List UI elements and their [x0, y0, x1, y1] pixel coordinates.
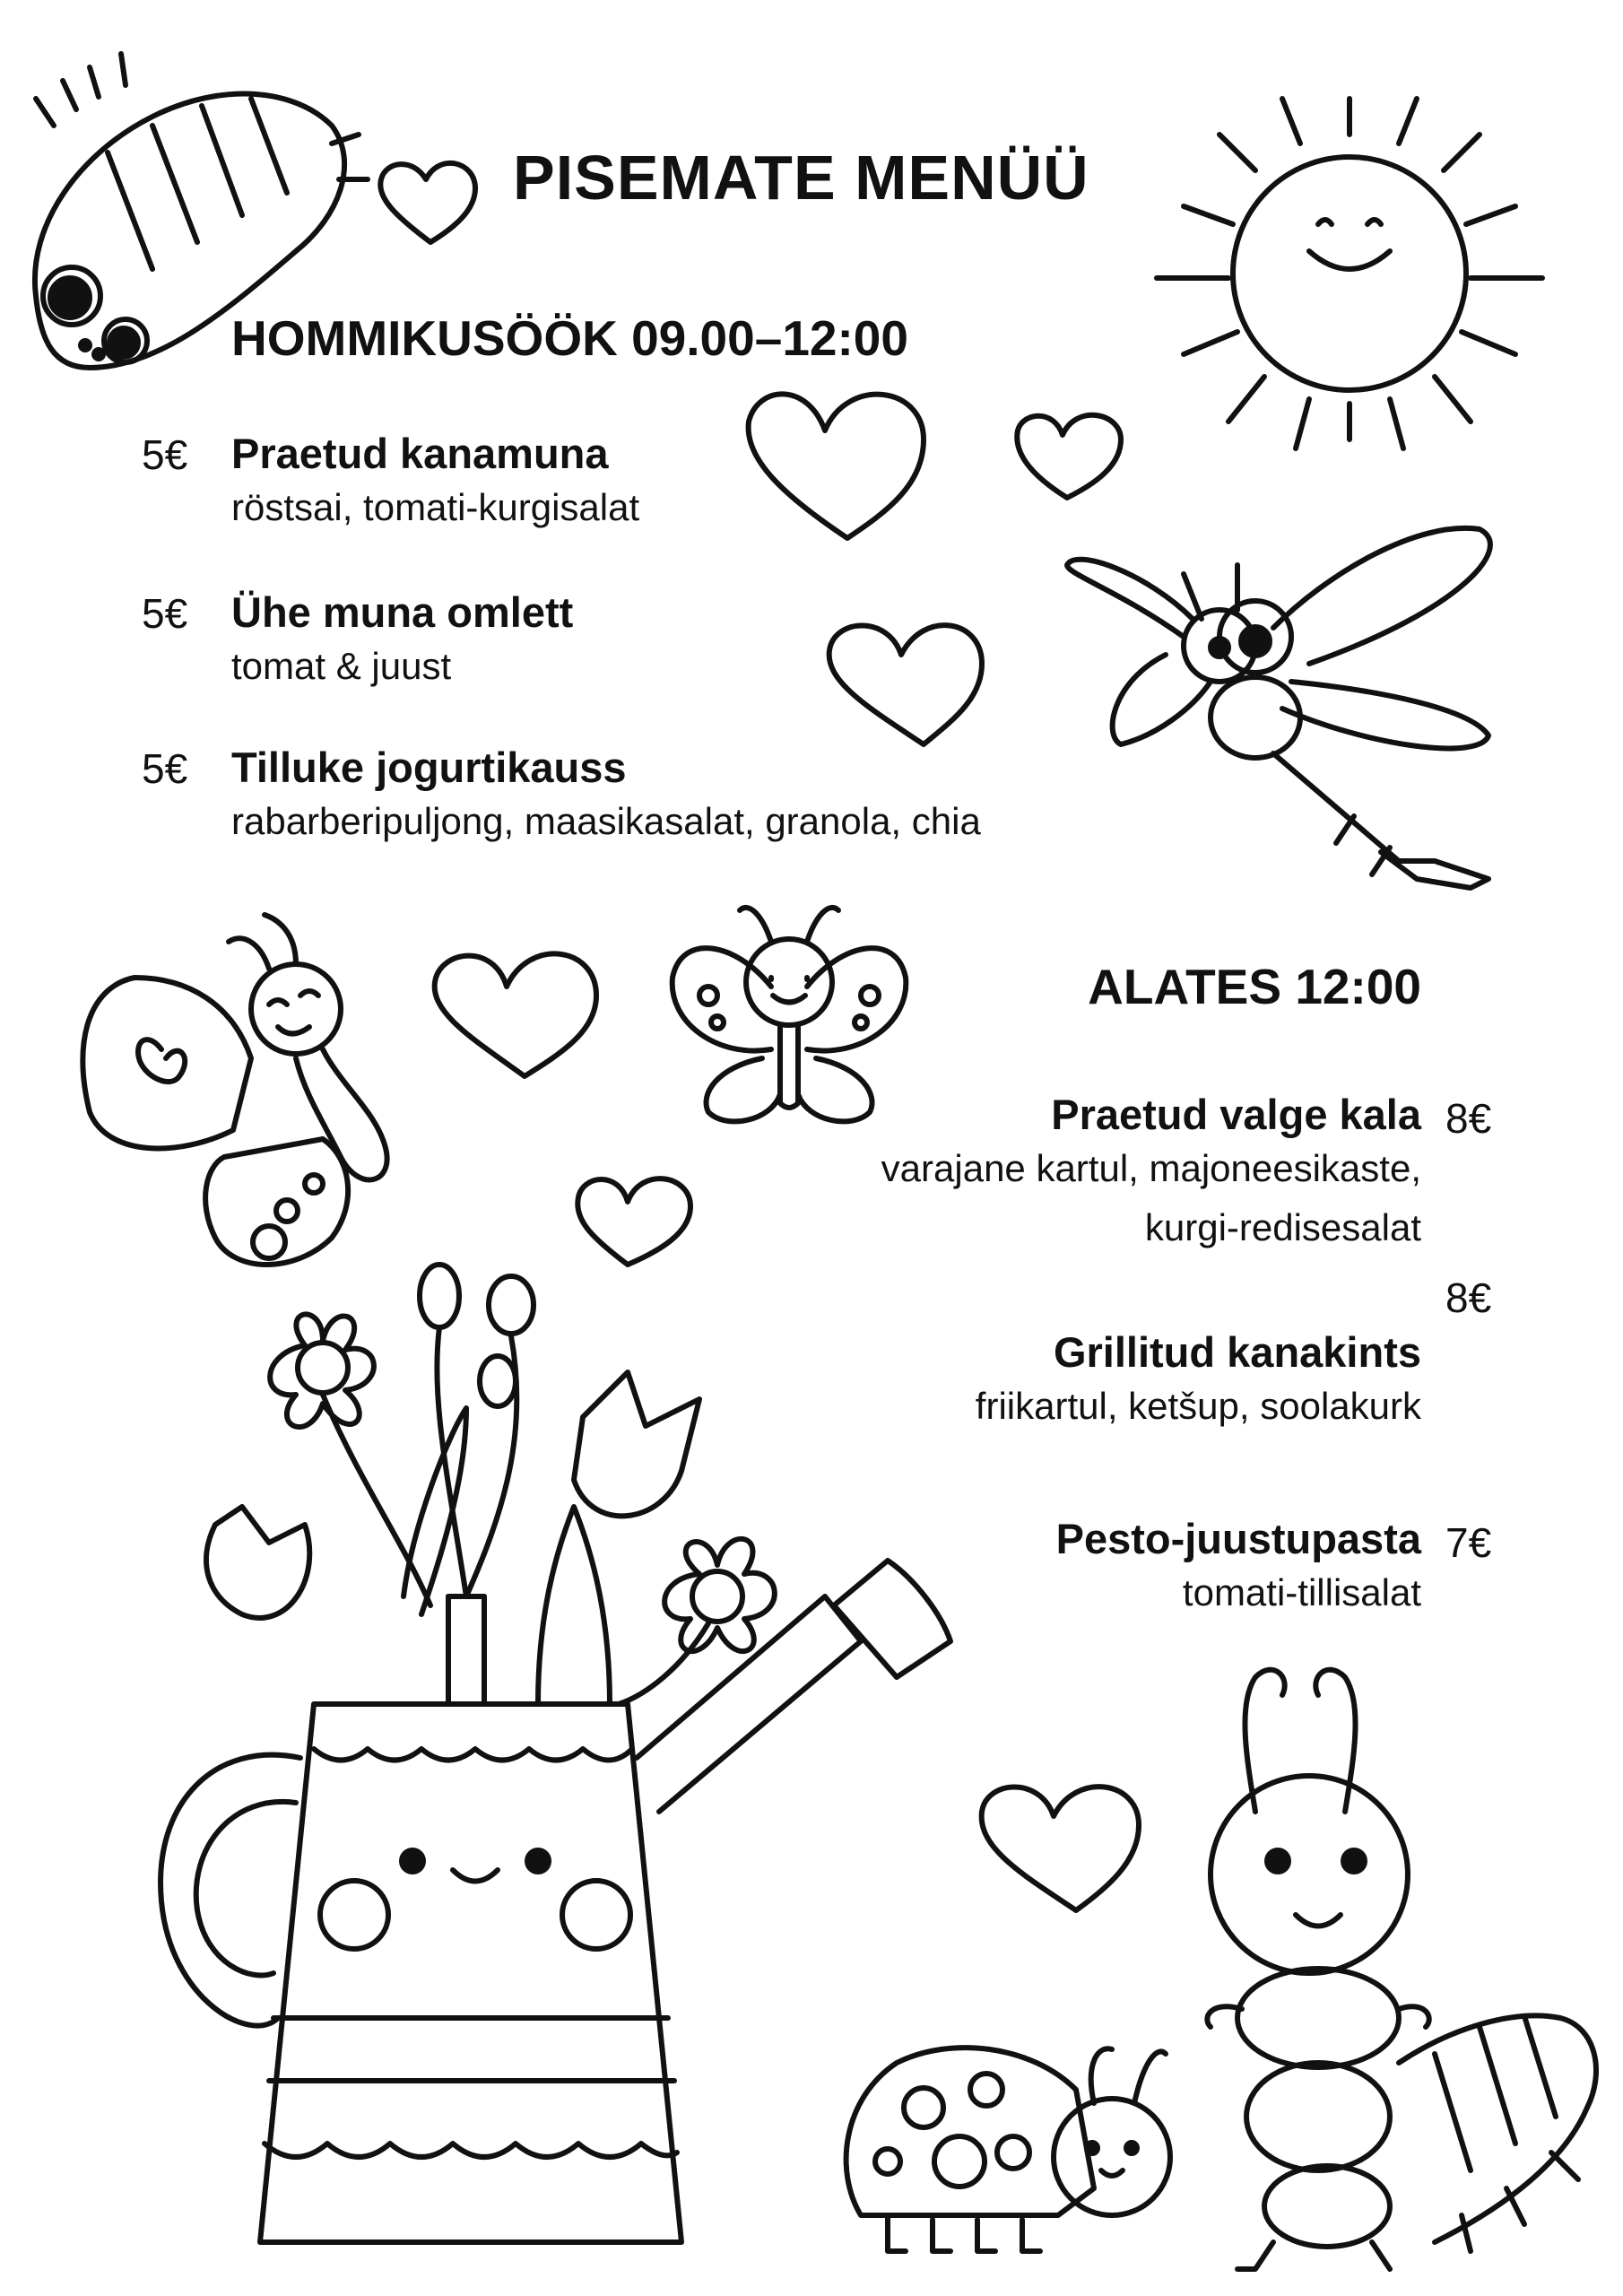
- menu-item: [881, 1090, 1421, 1257]
- menu-item-desc: tomat & juust: [231, 645, 452, 687]
- butterfly-icon: [82, 915, 386, 1265]
- ant-icon: [1207, 1670, 1428, 2269]
- menu-item-desc: kurgi-redisesalat: [1144, 1206, 1421, 1248]
- sun-icon: [1157, 99, 1542, 448]
- flower-icon: [206, 1265, 775, 1704]
- menu-item: [142, 587, 574, 696]
- menu-item-price: 5€: [142, 431, 188, 478]
- centipede-icon: [1399, 2015, 1596, 2251]
- heart-icon: [380, 163, 1139, 1910]
- menu-item-name: Ühe muna omlett: [231, 588, 574, 636]
- butterfly-icon: [673, 908, 907, 1121]
- dragonfly-icon: [1067, 528, 1490, 888]
- menu-item-desc: friikartul, ketšup, soolakurk: [975, 1385, 1421, 1427]
- menu-item-price: 8€: [1445, 1274, 1492, 1321]
- menu-item-desc: röstsai, tomati-kurgisalat: [231, 486, 640, 528]
- menu-item: [142, 429, 640, 537]
- menu-item-desc: rabarberipuljong, maasikasalat, granola, chia: [231, 800, 981, 842]
- menu-item-name: Grillitud kanakints: [1053, 1328, 1421, 1376]
- menu-item-price: 5€: [142, 745, 188, 792]
- page-title: PISEMATE MENÜÜ: [513, 143, 1089, 213]
- lunch-heading: ALATES 12:00: [1088, 959, 1421, 1014]
- menu-item-name: Praetud kanamuna: [231, 430, 609, 477]
- menu-item-price: 5€: [142, 590, 188, 637]
- menu-item-name: Tilluke jogurtikauss: [231, 744, 627, 791]
- menu-item-desc: varajane kartul, majoneesikaste,: [881, 1147, 1421, 1189]
- menu-item: [1056, 1514, 1421, 1622]
- breakfast-heading: HOMMIKUSÖÖK 09.00–12:00: [231, 310, 908, 366]
- menu-item-desc: tomati-tillisalat: [1182, 1571, 1421, 1613]
- ladybug-icon: [846, 2048, 1170, 2251]
- menu-item-price: 8€: [1445, 1095, 1492, 1142]
- menu-item-name: Praetud valge kala: [1051, 1091, 1421, 1138]
- menu-item: [976, 1327, 1421, 1436]
- menu-item-name: Pesto-juustupasta: [1055, 1515, 1421, 1562]
- menu-item-price: 7€: [1445, 1519, 1492, 1566]
- menu-item: [142, 743, 981, 851]
- watering-can-icon: [161, 1561, 950, 2242]
